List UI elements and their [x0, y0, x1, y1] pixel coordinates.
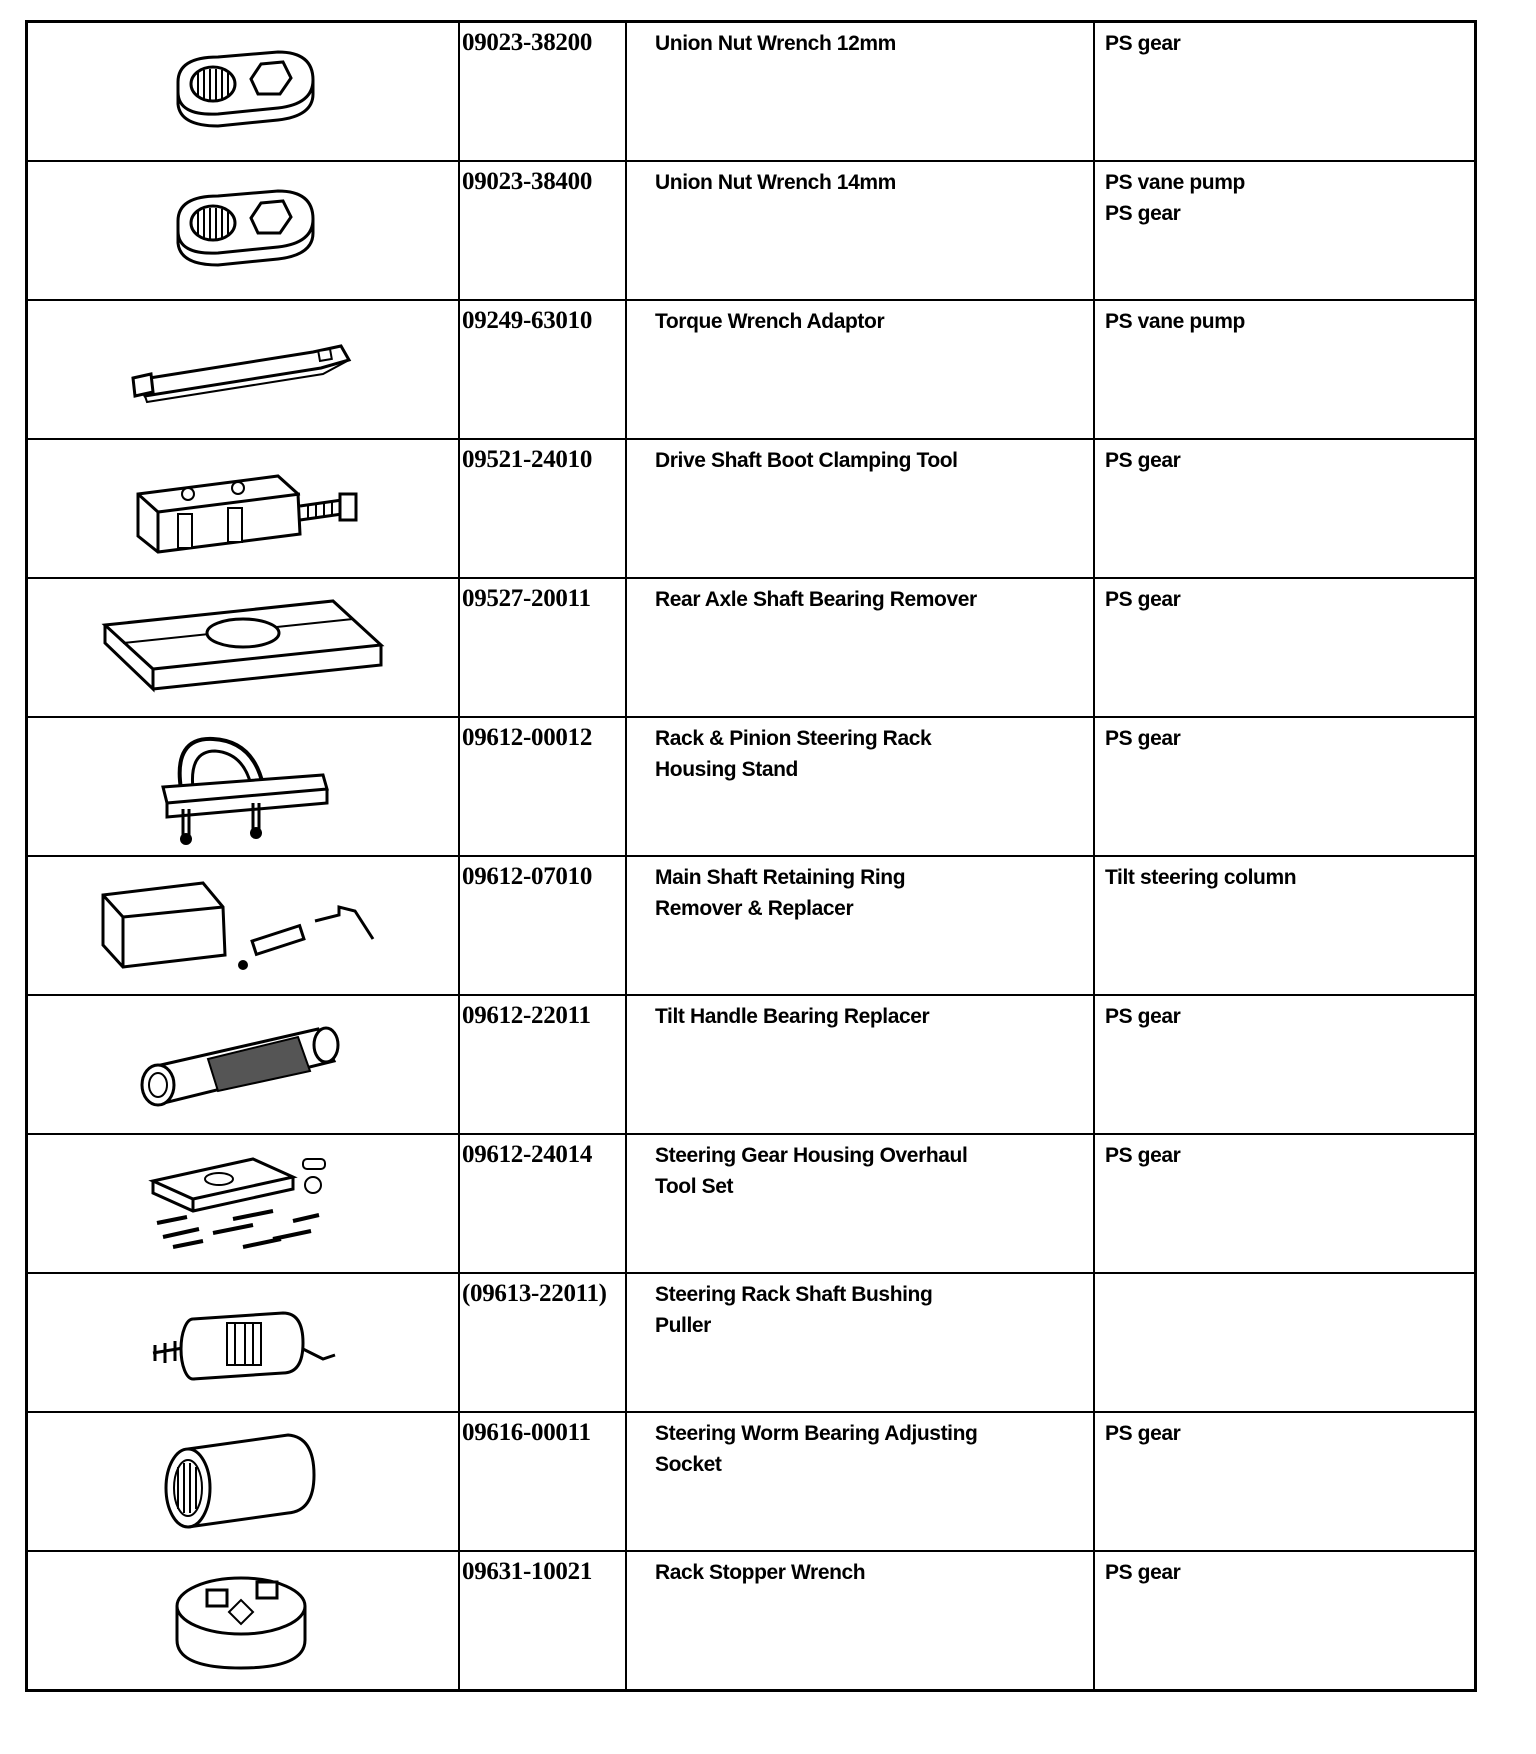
tool-name-line: Tilt Handle Bearing Replacer: [655, 1005, 930, 1028]
tool-name: [627, 718, 1093, 785]
tool-name-line: Remover & Replacer: [655, 897, 854, 920]
tool-name-line: Housing Stand: [655, 758, 798, 781]
part-number-cell: [459, 856, 626, 995]
tool-name: [627, 1135, 1093, 1202]
tool-name-cell: [626, 161, 1094, 300]
special-tools-table: [25, 20, 1477, 1692]
tool-use-cell: [1094, 22, 1476, 162]
part-number-cell: [459, 1134, 626, 1273]
tool-use: PS gear: [1105, 202, 1181, 225]
tool-name: [627, 1413, 1093, 1480]
tool-row: [27, 1273, 1476, 1412]
bushing-puller-icon: [28, 1274, 458, 1411]
tool-name-cell: [626, 1134, 1094, 1273]
part-number: 09612-22011: [462, 1002, 591, 1029]
part-number-cell: [459, 439, 626, 578]
part-number: 09612-07010: [462, 863, 593, 890]
part-number-cell: [459, 1412, 626, 1551]
tool-name-line: Steering Worm Bearing Adjusting: [655, 1422, 978, 1445]
tool-name-cell: [626, 578, 1094, 717]
tool-image-cell: [27, 1273, 460, 1412]
tool-use-cell: [1094, 1551, 1476, 1691]
part-number: 09521-24010: [462, 446, 593, 473]
tool-row: [27, 1412, 1476, 1551]
part-number: 09023-38400: [462, 168, 593, 195]
tool-name-line: Torque Wrench Adaptor: [655, 310, 885, 333]
tool-name-cell: [626, 1551, 1094, 1691]
part-number-cell: [459, 717, 626, 856]
tool-name-cell: [626, 300, 1094, 439]
tool-row: [27, 717, 1476, 856]
tool-name-line: Union Nut Wrench 14mm: [655, 171, 896, 194]
tool-name-cell: [626, 439, 1094, 578]
tool-name-line: Socket: [655, 1453, 722, 1476]
tool-use-cell: [1094, 1134, 1476, 1273]
tool-use: PS gear: [1105, 32, 1181, 55]
tool-use: PS gear: [1105, 727, 1181, 750]
tool-name: [627, 1274, 1093, 1341]
tool-name-line: Puller: [655, 1314, 711, 1337]
tool-image-cell: [27, 1412, 460, 1551]
tool-row: [27, 856, 1476, 995]
tool-use: PS vane pump: [1105, 171, 1245, 194]
overhaul-tool-set-icon: [28, 1135, 458, 1272]
tool-row: [27, 439, 1476, 578]
special-tools-table-body: [27, 22, 1476, 1691]
tool-name-line: Rack Stopper Wrench: [655, 1561, 866, 1584]
tool-name-line: Steering Gear Housing Overhaul: [655, 1144, 968, 1167]
tool-image-cell: [27, 856, 460, 995]
rack-stopper-wrench-icon: [28, 1552, 458, 1689]
tool-image-cell: [27, 22, 460, 162]
tool-name: [627, 857, 1093, 924]
part-number: 09631-10021: [462, 1558, 593, 1585]
union-nut-wrench-icon: [28, 162, 458, 299]
tool-name-line: Rack & Pinion Steering Rack: [655, 727, 932, 750]
part-number-cell: [459, 300, 626, 439]
tool-image-cell: [27, 300, 460, 439]
tool-use: PS gear: [1105, 449, 1181, 472]
tool-use: PS gear: [1105, 1561, 1181, 1584]
tool-use-cell: [1094, 300, 1476, 439]
tool-use-cell: [1094, 995, 1476, 1134]
tool-name-cell: [626, 995, 1094, 1134]
part-number-cell: [459, 161, 626, 300]
tool-use-cell: [1094, 856, 1476, 995]
tool-name: [627, 23, 1093, 59]
tool-image-cell: [27, 1551, 460, 1691]
part-number: 09023-38200: [462, 29, 593, 56]
tool-name-line: Steering Rack Shaft Bushing: [655, 1283, 933, 1306]
tool-use-cell: [1094, 1273, 1476, 1412]
bearing-replacer-icon: [28, 996, 458, 1133]
tool-use: Tilt steering column: [1105, 866, 1297, 889]
tool-name: [627, 301, 1093, 337]
part-number-cell: [459, 1551, 626, 1691]
tool-name: [627, 440, 1093, 476]
part-number: 09612-24014: [462, 1141, 593, 1168]
boot-clamping-tool-icon: [28, 440, 458, 577]
tool-row: [27, 1551, 1476, 1691]
tool-use: PS vane pump: [1105, 310, 1245, 333]
bearing-remover-plate-icon: [28, 579, 458, 716]
part-number: 09612-00012: [462, 724, 593, 751]
tool-use: PS gear: [1105, 1144, 1181, 1167]
tool-image-cell: [27, 1134, 460, 1273]
tool-row: [27, 22, 1476, 162]
tool-use-cell: [1094, 439, 1476, 578]
tool-name: [627, 162, 1093, 198]
tool-name-line: Tool Set: [655, 1175, 734, 1198]
tool-name-cell: [626, 856, 1094, 995]
tool-use-cell: [1094, 1412, 1476, 1551]
tool-image-cell: [27, 995, 460, 1134]
part-number: 09249-63010: [462, 307, 593, 334]
tool-row: [27, 300, 1476, 439]
tool-name-cell: [626, 717, 1094, 856]
part-number: 09527-20011: [462, 585, 591, 612]
tool-name-cell: [626, 22, 1094, 162]
tool-use-cell: [1094, 161, 1476, 300]
tool-use: PS gear: [1105, 588, 1181, 611]
retaining-ring-tool-icon: [28, 857, 458, 994]
tool-name-line: Main Shaft Retaining Ring: [655, 866, 906, 889]
part-number: 09616-00011: [462, 1419, 591, 1446]
tool-row: [27, 578, 1476, 717]
part-number-cell: [459, 1273, 626, 1412]
tool-use: PS gear: [1105, 1005, 1181, 1028]
part-number: (09613-22011): [462, 1280, 607, 1307]
torque-wrench-adaptor-icon: [28, 301, 458, 438]
tool-image-cell: [27, 439, 460, 578]
tool-image-cell: [27, 578, 460, 717]
tool-use-cell: [1094, 578, 1476, 717]
tool-row: [27, 1134, 1476, 1273]
tool-name-line: Drive Shaft Boot Clamping Tool: [655, 449, 958, 472]
part-number-cell: [459, 22, 626, 162]
tool-row: [27, 995, 1476, 1134]
tool-image-cell: [27, 717, 460, 856]
tool-name-line: Rear Axle Shaft Bearing Remover: [655, 588, 977, 611]
part-number-cell: [459, 578, 626, 717]
tool-image-cell: [27, 161, 460, 300]
tool-name-cell: [626, 1273, 1094, 1412]
union-nut-wrench-icon: [28, 23, 458, 160]
part-number-cell: [459, 995, 626, 1134]
adjusting-socket-icon: [28, 1413, 458, 1550]
tool-name-cell: [626, 1412, 1094, 1551]
tool-use-cell: [1094, 717, 1476, 856]
housing-stand-icon: [28, 718, 458, 855]
tool-use: PS gear: [1105, 1422, 1181, 1445]
tool-name: [627, 996, 1093, 1032]
tool-name-line: Union Nut Wrench 12mm: [655, 32, 896, 55]
tool-row: [27, 161, 1476, 300]
tool-name: [627, 1552, 1093, 1588]
tool-name: [627, 579, 1093, 615]
